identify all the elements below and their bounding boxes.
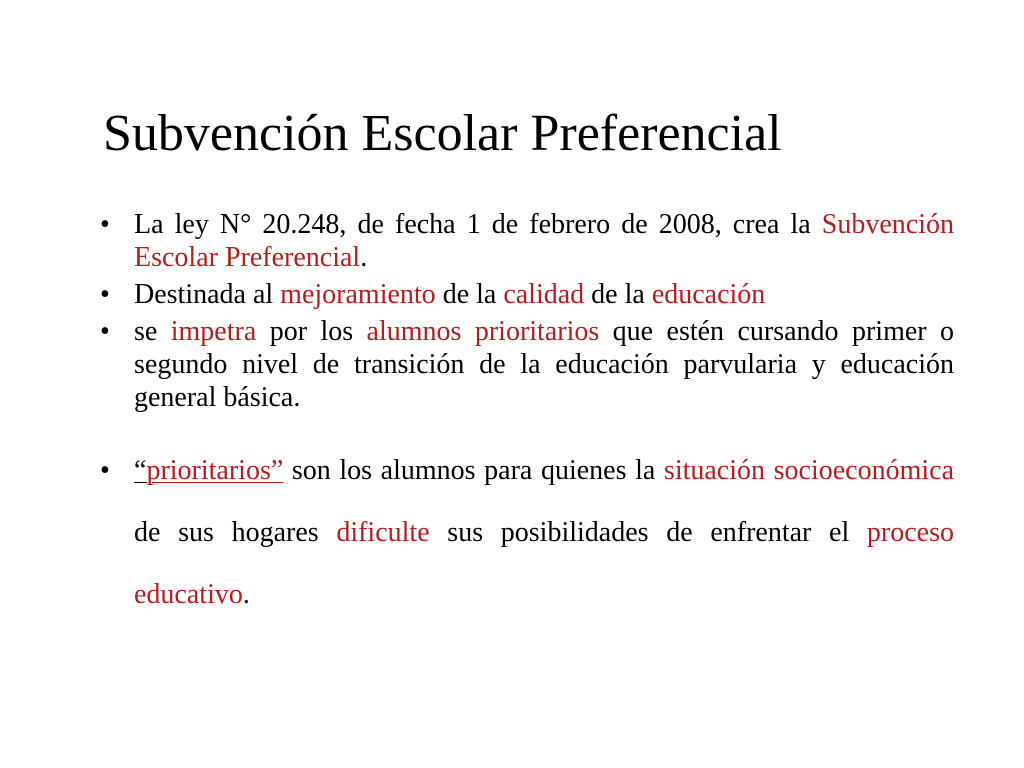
highlight-text: mejoramiento [280,279,436,310]
bullet-text [134,209,954,273]
body-text: “ [134,455,147,486]
body-text: de la [435,279,504,310]
body-text: se [134,316,171,347]
body-text: de la [584,279,652,310]
bullet-list [96,208,954,630]
body-text: son los alumnos para quienes la [283,455,664,486]
highlight-text: situación socioeconómica [663,455,954,486]
bullet-icon: • [100,455,110,486]
bullet-text [134,316,954,413]
bullet-item [96,208,954,274]
highlight-text: dificulte [336,517,430,548]
body-text: que estén cursando primer o segundo nivel de transición de la educación parvularia y educación general básica. [134,316,955,413]
body-text: . [242,579,250,610]
bullet-item [96,315,954,414]
body-text: de sus hogares [134,517,337,548]
bullet-icon: • [100,279,110,310]
body-text: La ley N° 20.248, de fecha 1 de febrero de 2008, crea la [134,209,822,240]
bullet-item [96,278,954,311]
bullet-text [134,279,765,310]
highlight-text: educación [651,279,766,310]
bullet-text [134,455,954,610]
body-text: por los [256,316,367,347]
bullet-icon: • [100,316,110,347]
body-text: Destinada al [134,279,281,310]
body-text: sus posibilidades de enfrentar el [429,517,867,548]
body-text: . [360,242,368,273]
highlight-text: impetra [170,316,257,347]
highlight-text: calidad [503,279,585,310]
bullet-item [96,440,954,626]
slide-title: Subvención Escolar Preferencial [103,105,782,162]
highlight-text: Subvención Escolar Preferencial [134,209,954,273]
bullet-icon: • [100,209,110,240]
highlight-text: prioritarios” [146,455,284,486]
highlight-text: proceso educativo [134,517,954,610]
highlight-text: alumnos prioritarios [366,316,600,347]
